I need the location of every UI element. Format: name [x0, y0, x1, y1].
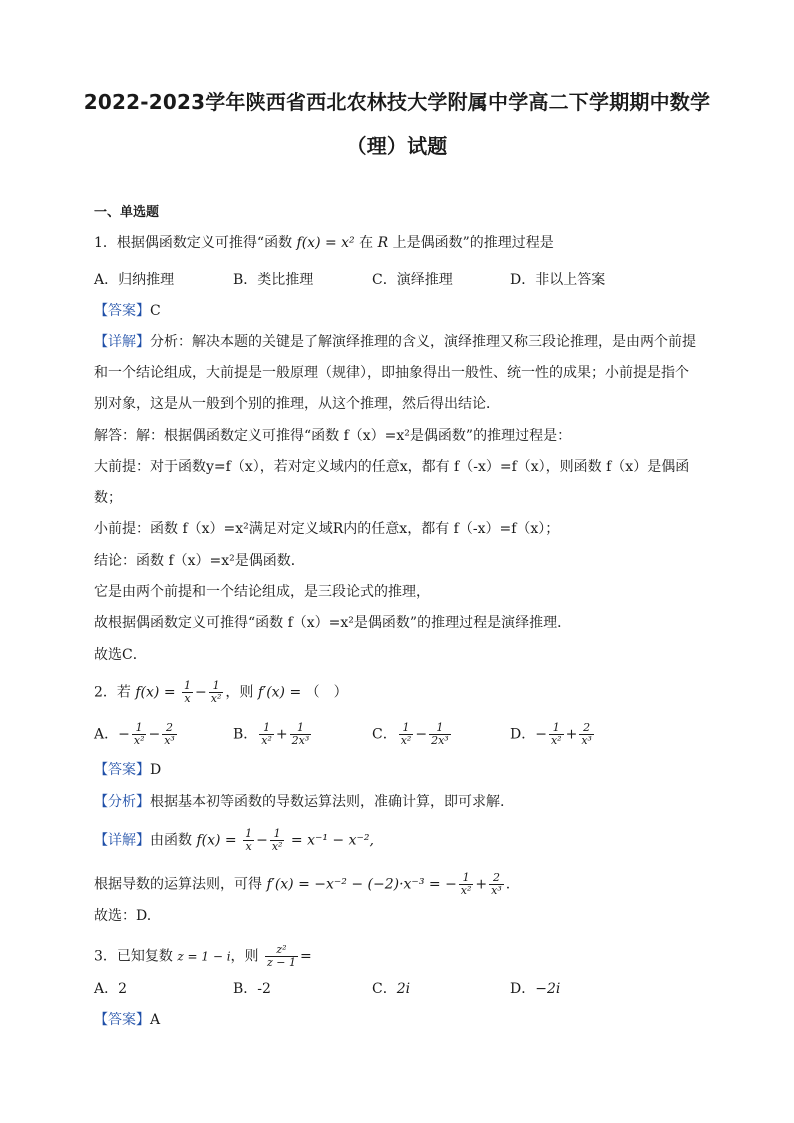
q2-answer — [94, 760, 161, 780]
q2-detail-frac-2 — [270, 828, 285, 853]
page-title-line2: （理）试题 — [346, 134, 448, 158]
q2-detail-line-1 — [94, 828, 374, 853]
frac-num: 1 — [270, 828, 285, 841]
option-label: D． — [510, 726, 536, 743]
q3-stem-end: = — [300, 948, 312, 965]
q2-detail2-plus: + — [475, 876, 488, 893]
q1-option-c: C．演绎推理 — [372, 272, 453, 288]
option-frac-2 — [429, 722, 451, 747]
option-math: −2i — [535, 981, 561, 997]
q2-detail2-end: . — [505, 876, 511, 893]
frac-den: x² — [210, 692, 222, 705]
frac-num: 1 — [549, 722, 564, 735]
frac-den: x² — [460, 884, 472, 897]
q2-frac-2 — [209, 680, 224, 705]
q1-detail-line-7: 小前提：函数 f（x）=x²满足对定义域R内的任意x，都有 f（-x）=f（x）； — [94, 521, 560, 537]
q1-detail-line-1 — [94, 332, 696, 352]
q1-answer — [94, 301, 161, 321]
option-op: + — [565, 726, 578, 743]
option-label: D． — [510, 981, 536, 997]
q2-answer-value: D — [150, 762, 162, 778]
frac-den: x² — [400, 734, 412, 747]
q1-option-a: A．归纳推理 — [94, 272, 175, 288]
frac-num: 2 — [162, 722, 177, 735]
frac-den: 2x³ — [431, 734, 449, 747]
page-title-line1: 2022-2023学年陕西省西北农林技大学附属中学高二下学期期中数学 — [83, 90, 711, 114]
frac-num: 1 — [399, 722, 414, 735]
frac-num: 1 — [259, 722, 274, 735]
frac-num: 2 — [489, 872, 504, 885]
option-label: C． — [372, 726, 397, 743]
frac-num: 1 — [184, 679, 192, 692]
frac-num: 1 — [132, 722, 147, 735]
option-frac-2 — [579, 722, 594, 747]
q2-analysis-tag: 【分析】 — [94, 794, 150, 810]
frac-den: x — [184, 692, 191, 705]
frac-den: x² — [271, 840, 283, 853]
q2-option-d — [510, 722, 596, 747]
q2-analysis-text: 根据基本初等函数的导数运算法则，准确计算，即可求解. — [150, 794, 505, 810]
frac-num: 2 — [579, 722, 594, 735]
q3-answer-tag: 【答案】 — [94, 1012, 150, 1028]
q1-stem-post: 上是偶函数”的推理过程是 — [392, 235, 554, 251]
q2-stem-post: ，则 — [225, 684, 254, 701]
option-label: C． — [372, 981, 397, 997]
frac-den: z − 1 — [267, 956, 297, 969]
q1-answer-value: C — [150, 303, 161, 319]
q2-stem-fprime: f′(x) = — [257, 684, 302, 701]
q3-answer-value: A — [150, 1012, 161, 1028]
q1-option-b: B．类比推理 — [233, 272, 314, 288]
q2-detail2-frac-2 — [489, 872, 504, 897]
q1-stem-mid: 在 — [359, 235, 374, 251]
option-frac-1 — [549, 722, 564, 747]
q2-stem-end: （ ） — [305, 684, 348, 701]
q2-option-b — [233, 722, 313, 747]
frac-den: x² — [261, 734, 272, 747]
option-op: − — [415, 726, 428, 743]
q3-answer — [94, 1010, 160, 1030]
q2-choose: 故选：D. — [94, 908, 152, 924]
q2-detail-line-2 — [94, 872, 510, 897]
frac-den: x² — [550, 734, 562, 747]
option-sign: − — [535, 726, 547, 743]
frac-num: 1 — [209, 680, 224, 693]
q3-frac — [265, 944, 298, 969]
question-2-stem — [94, 680, 348, 705]
question-1-stem — [94, 233, 554, 253]
q2-detail-minus: − — [256, 832, 268, 849]
frac-num: 1 — [245, 827, 253, 840]
frac-den: x² — [133, 734, 145, 747]
q2-detail-pre: 由函数 — [150, 832, 192, 849]
option-frac-2 — [162, 722, 177, 747]
q2-minus: − — [195, 684, 207, 701]
q2-stem-f: f(x) = — [135, 684, 176, 701]
q2-detail-tail: = x⁻¹ − x⁻², — [290, 832, 374, 849]
q3-option-b: B．-2 — [233, 981, 271, 997]
frac-den: x — [245, 840, 252, 853]
q2-detail-frac-1 — [243, 828, 254, 853]
option-frac-2 — [290, 722, 312, 747]
q2-frac-1 — [182, 680, 193, 705]
q2-detail2-math: f′(x) = −x⁻² − (−2)·x⁻³ = − — [266, 876, 457, 893]
option-frac-1 — [399, 722, 414, 747]
q3-option-d — [510, 979, 560, 999]
option-frac-1 — [259, 722, 274, 747]
option-math: 2i — [396, 981, 411, 997]
frac-num: 1 — [429, 722, 451, 735]
q2-analysis — [94, 792, 504, 812]
frac-den: x³ — [581, 734, 592, 747]
q1-detail-line-2: 和一个结论组成，大前提是一般原理（规律），即抽象得出一般性、统一性的成果；小前提是指个 — [94, 365, 689, 381]
q2-detail2-frac-1 — [459, 872, 474, 897]
option-label: A． — [94, 726, 119, 743]
q2-detail-tag: 【详解】 — [94, 832, 150, 849]
q1-detail-line-5: 大前提：对于函数y=f（x），若对定义域内的任意x，都有 f（-x）=f（x），则函数 f（x）是偶函 — [94, 459, 690, 475]
frac-den: x³ — [491, 884, 502, 897]
q3-stem-post: ，则 — [230, 948, 259, 965]
q1-detail-line-4: 解答：解：根据偶函数定义可推得“函数 f（x）=x²是偶函数”的推理过程是： — [94, 428, 572, 444]
q1-detail-text: 分析：解决本题的关键是了解演绎推理的含义，演绎推理又称三段论推理，是由两个前提 — [150, 334, 696, 350]
option-op: − — [148, 726, 161, 743]
q1-stem-pre: 1．根据偶函数定义可推得“函数 — [94, 235, 293, 251]
q1-stem-r: R — [377, 235, 389, 251]
q1-stem-math: f(x) = x² — [296, 235, 355, 251]
q1-detail-line-9: 它是由两个前提和一个结论组成，是三段论式的推理， — [94, 584, 430, 600]
q3-option-c — [372, 979, 410, 999]
q3-option-a: A．2 — [94, 981, 128, 997]
option-op: + — [275, 726, 288, 743]
q1-detail-line-8: 结论：函数 f（x）=x²是偶函数． — [94, 553, 305, 569]
option-label: B． — [233, 726, 258, 743]
section-heading: 一、单选题 — [94, 205, 160, 220]
q2-option-c — [372, 722, 453, 747]
q1-answer-tag: 【答案】 — [94, 303, 150, 319]
q1-detail-line-10: 故根据偶函数定义可推得“函数 f（x）=x²是偶函数”的推理过程是演绎推理． — [94, 615, 572, 631]
question-3-stem — [94, 944, 312, 969]
q1-detail-tag: 【详解】 — [94, 334, 150, 350]
q2-detail2-pre: 根据导数的运算法则，可得 — [94, 876, 262, 893]
frac-num: 1 — [290, 722, 312, 735]
q2-answer-tag: 【答案】 — [94, 762, 150, 778]
option-frac-1 — [132, 722, 147, 747]
q2-option-a — [94, 722, 179, 747]
q2-detail-f: f(x) = — [196, 832, 237, 849]
frac-num: z² — [265, 944, 298, 957]
frac-den: x³ — [164, 734, 175, 747]
q3-stem-pre: 3．已知复数 — [94, 948, 173, 965]
frac-den: 2x³ — [291, 734, 310, 747]
frac-num: 1 — [459, 872, 474, 885]
q1-option-d: D．非以上答案 — [510, 272, 606, 288]
q1-detail-line-6: 数； — [94, 490, 122, 506]
option-sign: − — [118, 726, 130, 743]
q2-stem-pre: 2．若 — [94, 684, 131, 701]
q1-detail-line-3: 别对象，这是从一般到个别的推理，从这个推理，然后得出结论． — [94, 396, 500, 412]
q3-stem-z: z = 1 − i — [177, 949, 231, 964]
q1-detail-line-11: 故选C． — [94, 647, 147, 663]
